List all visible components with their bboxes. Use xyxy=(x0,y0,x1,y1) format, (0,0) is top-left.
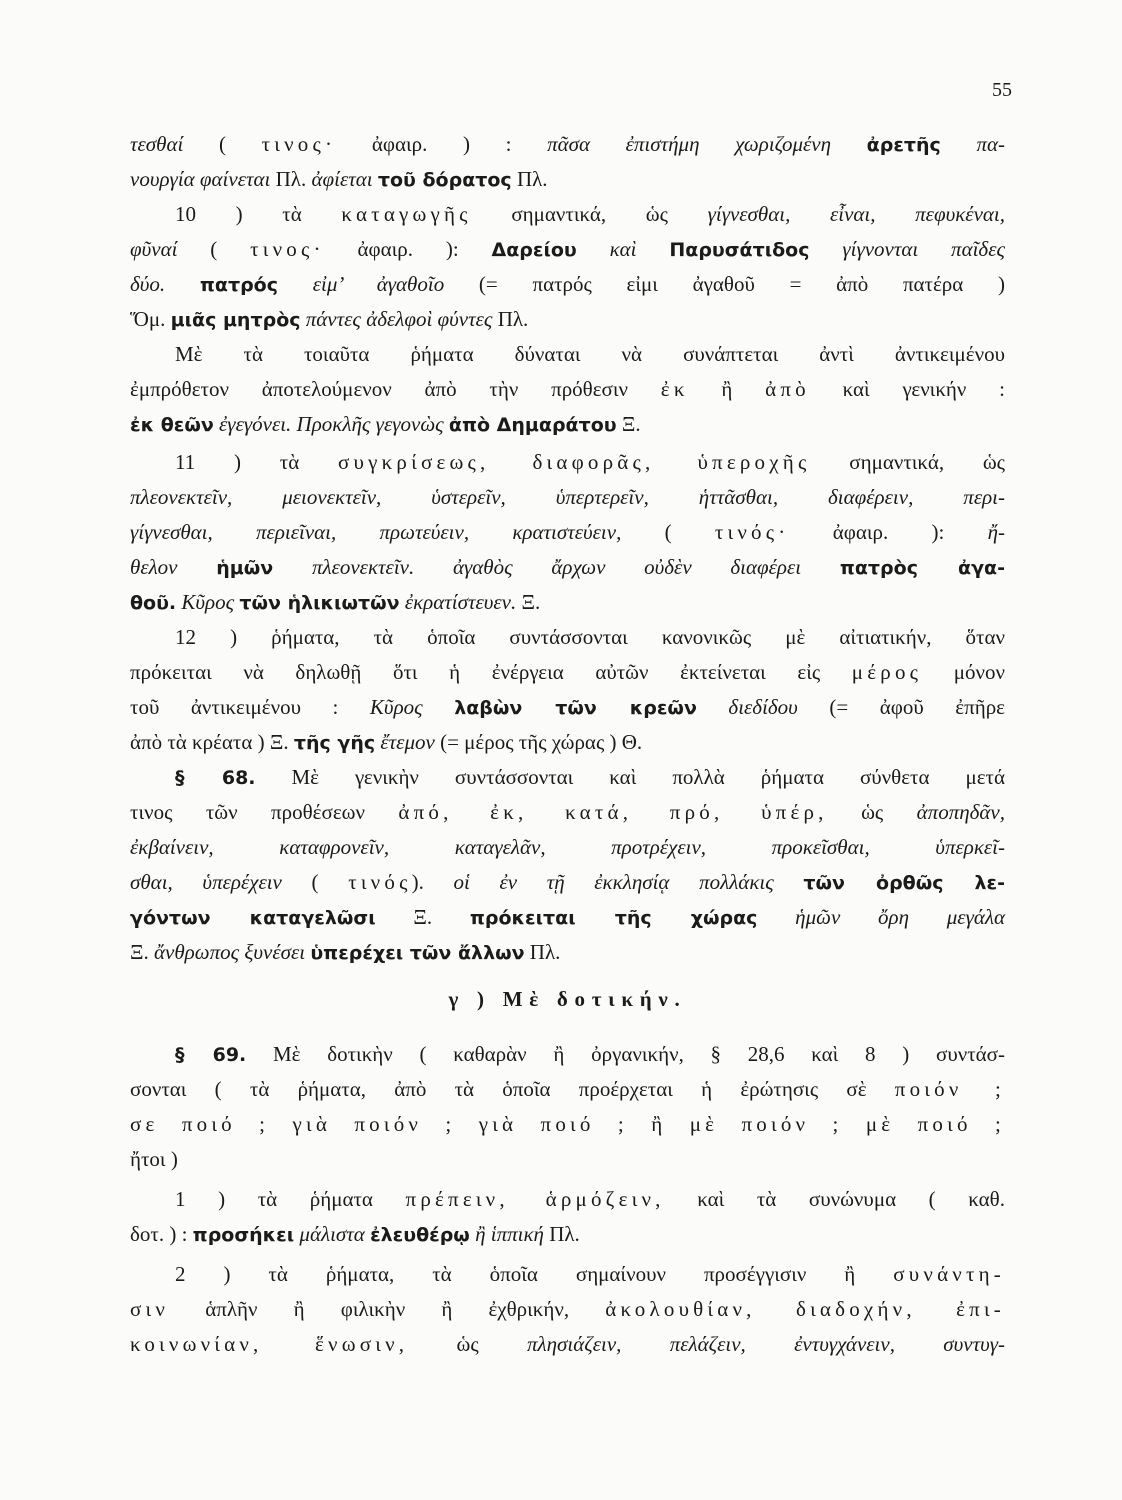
bold-text: ἐλευθέρῳ xyxy=(370,1224,470,1246)
bold-text: ἐκ θεῶν xyxy=(130,414,214,436)
bold-text: ἀρετῆς xyxy=(866,134,941,156)
plain-text: (= ἀφοῦ ἐπῆρε xyxy=(797,695,1006,719)
plain-text: ἀφαιρ. ): xyxy=(324,237,492,261)
italic-text: πᾶσα ἐπιστήμη χωριζομένη xyxy=(547,132,867,156)
text-line xyxy=(130,795,1005,830)
plain-text: ( xyxy=(621,520,715,544)
spaced-text: καταγωγῆς xyxy=(341,202,472,226)
plain-text: Πλ. xyxy=(492,307,529,331)
plain-text: ἀφαιρ. ) : xyxy=(336,132,548,156)
italic-text: εἰμ’ ἀγαθοῖο xyxy=(278,272,445,296)
bold-text: θοῦ. xyxy=(130,592,177,614)
text-line xyxy=(130,690,1005,725)
page-number: 55 xyxy=(992,79,1012,101)
text-line xyxy=(130,515,1005,550)
plain-text: 10 ) τὰ xyxy=(175,202,342,226)
bold-text: μιᾶς μητρὸς xyxy=(170,309,301,331)
plain-text: Πλ. xyxy=(270,167,312,191)
text-line xyxy=(130,162,1005,197)
plain-text: σημαντικά, ὡς xyxy=(471,202,708,226)
plain-text: Πλ. xyxy=(524,940,561,964)
spaced-text: πρέπειν, ἁρμόζειν, xyxy=(405,1187,665,1211)
plain-text: σονται ( τὰ ῥήματα, ἀπὸ τὰ ὁποῖα προέρχεται ἡ ἐρώτησις σὲ xyxy=(130,1077,895,1101)
plain-text: Ξ. xyxy=(516,590,541,614)
page-body xyxy=(130,127,1005,1362)
bold-text: Δαρείου xyxy=(491,239,577,261)
plain-text: μόνον xyxy=(922,660,1006,684)
plain-text: Μὲ τὰ τοιαῦτα ῥήματα δύναται νὰ συνάπτεται ἀντὶ ἀντικειμένου xyxy=(175,342,1005,366)
text-line xyxy=(130,900,1005,935)
plain-text: ἀπὸ τὰ κρέατα ) Ξ. xyxy=(130,730,294,754)
bold-text: § 68. xyxy=(175,767,256,789)
plain-text: δοτ. ) : xyxy=(130,1222,193,1246)
italic-text: θελον xyxy=(130,555,217,579)
plain-text: τοῦ ἀντικειμένου : xyxy=(130,695,370,719)
plain-text: Μὲ δοτικὴν ( καθαρὰν ἢ ὀργανικήν, § 28,6 καὶ 8 ) συντάσ- xyxy=(246,1042,1005,1066)
plain-text: ὡς xyxy=(827,800,917,824)
spaced-text: ἀπό, ἐκ, κατά, πρό, ὑπέρ, xyxy=(398,800,828,824)
italic-text: γίγνεσθαι, εἶναι, πεφυκέναι, xyxy=(707,202,1005,226)
text-line xyxy=(130,1292,1005,1327)
italic-text: ἀποπηδᾶν, xyxy=(916,800,1005,824)
text-line xyxy=(130,445,1005,480)
italic-text: μάλιστα xyxy=(294,1222,371,1246)
italic-text: πλεονεκτεῖν, μειονεκτεῖν, ὑστερεῖν, ὑπερτερεῖν, ἡττᾶσθαι, διαφέρειν, περι- xyxy=(130,485,1005,509)
spaced-text: ἀπὸ xyxy=(765,377,810,401)
text-line xyxy=(130,760,1005,795)
plain-text: Ὅμ. xyxy=(130,307,171,331)
spaced-text: τινος· xyxy=(250,237,325,261)
spaced-text: μέρος xyxy=(851,660,923,684)
plain-text: ( xyxy=(177,237,251,261)
italic-text: γίγνεσθαι, περιεῖναι, πρωτεύειν, κρατιστεύειν, xyxy=(130,520,622,544)
spaced-text: ἐκ xyxy=(660,377,689,401)
plain-text: 11 ) τὰ xyxy=(175,450,339,474)
italic-text: ἐγεγόνει. Προκλῆς γεγονὼς xyxy=(213,412,449,436)
text-line xyxy=(130,407,1005,442)
plain-text: σημαντικά, ὡς xyxy=(810,450,1006,474)
plain-text: Μὲ γενικὴν συντάσσονται καὶ πολλὰ ῥήματα σύνθετα μετά xyxy=(255,765,1005,789)
text-line xyxy=(130,267,1005,302)
text-line xyxy=(130,585,1005,620)
italic-text: ἤ- xyxy=(987,520,1005,544)
text-line xyxy=(130,620,1005,655)
text-line xyxy=(130,865,1005,900)
italic-text: ἀφίεται xyxy=(311,167,378,191)
spaced-text: κοινωνίαν, ἕνωσιν, xyxy=(130,1332,409,1356)
text-line xyxy=(130,337,1005,372)
plain-text: Ξ. xyxy=(375,905,470,929)
bold-text: λαβὼν τῶν κρεῶν xyxy=(454,697,697,719)
plain-text: ἁπλῆν ἢ φιλικὴν ἢ ἐχθρικήν, xyxy=(169,1297,606,1321)
plain-text: Πλ. xyxy=(511,167,548,191)
plain-text: καὶ τὰ συνώνυμα ( καθ. xyxy=(664,1187,1005,1211)
text-line xyxy=(130,935,1005,970)
text-line xyxy=(130,1257,1005,1292)
italic-text: φῦναί xyxy=(130,237,178,261)
text-line xyxy=(130,480,1005,515)
text-line xyxy=(130,1072,1005,1107)
bold-text: § 69. xyxy=(175,1044,247,1066)
plain-text: 1 ) τὰ ῥήματα xyxy=(175,1187,406,1211)
text-line xyxy=(130,550,1005,585)
bold-text: τῶν ἡλικιωτῶν xyxy=(239,592,400,614)
text-line xyxy=(130,1327,1005,1362)
heading-text: γ ) Μὲ δοτικήν. xyxy=(448,987,687,1011)
italic-text: Κῦρος xyxy=(176,590,240,614)
plain-text: Ξ. xyxy=(130,940,155,964)
bold-text: τῆς γῆς xyxy=(293,732,376,754)
italic-text: νουργία φαίνεται xyxy=(130,167,271,191)
italic-text: σθαι, ὑπερέχειν xyxy=(130,870,282,894)
bold-text: τοῦ δόρατος xyxy=(377,169,512,191)
plain-text: ). xyxy=(411,870,454,894)
bold-text: ἡμῶν xyxy=(216,557,274,579)
plain-text: Ξ. xyxy=(616,412,641,436)
plain-text: (= πατρός εἰμι ἀγαθοῦ = ἀπὸ πατέρα ) xyxy=(444,272,1005,296)
bold-text: γόντων καταγελῶσι xyxy=(130,907,376,929)
italic-text: πάντες ἀδελφοὶ φύντες xyxy=(300,307,493,331)
plain-text: ἤτοι ) xyxy=(130,1147,178,1171)
spaced-text: τινος· xyxy=(261,132,337,156)
plain-text: 12 ) ῥήματα, τὰ ὁποῖα συντάσσονται κανονικῶς μὲ αἰτιατικήν, ὅταν xyxy=(175,625,1005,649)
text-line xyxy=(130,1142,1005,1177)
text-line xyxy=(130,655,1005,690)
text-line xyxy=(130,1107,1005,1142)
spaced-text: σιν xyxy=(130,1297,170,1321)
italic-text: ἄνθρωπος ξυνέσει xyxy=(154,940,311,964)
plain-text: πρόκειται νὰ δηλωθῇ ὅτι ἡ ἐνέργεια αὐτῶν ἐκτείνεται εἰς xyxy=(130,660,852,684)
italic-text: ἡμῶν ὄρη μεγάλα xyxy=(757,905,1006,929)
spaced-text: συγκρίσεως, διαφορᾶς, ὑπεροχῆς xyxy=(338,450,811,474)
bold-text: ἀπὸ Δημαράτου xyxy=(448,414,617,436)
italic-text: τεσθαί xyxy=(130,132,184,156)
plain-text: καὶ γενικήν : xyxy=(809,377,1006,401)
text-line xyxy=(130,197,1005,232)
text-line xyxy=(130,302,1005,337)
bold-text: τῶν ὀρθῶς λε- xyxy=(803,872,1005,894)
plain-text: τινος τῶν προθέσεων xyxy=(130,800,399,824)
bold-text: προσήκει xyxy=(192,1224,295,1246)
spaced-text: ποιόν ; xyxy=(894,1077,1005,1101)
italic-text: Κῦρος xyxy=(369,695,455,719)
text-line xyxy=(130,1037,1005,1072)
italic-text: οἱ ἐν τῇ ἐκκλησίᾳ πολλάκις xyxy=(453,870,804,894)
bold-text: πρόκειται τῆς χώρας xyxy=(469,907,758,929)
italic-text: διεδίδου xyxy=(696,695,798,719)
text-line xyxy=(130,1182,1005,1217)
plain-text: ὡς xyxy=(408,1332,527,1356)
spaced-text: τινός xyxy=(348,870,412,894)
spaced-text: ἀκολουθίαν, διαδοχήν, ἐπι- xyxy=(605,1297,1005,1321)
text-line xyxy=(130,127,1005,162)
italic-text: πλεονεκτεῖν. ἀγαθὸς ἄρχων οὐδὲν διαφέρει xyxy=(273,555,840,579)
italic-text: γίγνονται παῖδες xyxy=(809,237,1005,261)
spaced-text: σε ποιό ; γιὰ ποιόν ; γιὰ ποιό ; ἢ μὲ ποιόν ; μὲ ποιό ; xyxy=(130,1112,1005,1136)
plain-text: ( xyxy=(183,132,262,156)
text-line xyxy=(130,830,1005,865)
italic-text: πλησιάζειν, πελάζειν, ἐντυγχάνειν, συντυγ- xyxy=(526,1332,1005,1356)
bold-text: ὑπερέχει τῶν ἄλλων xyxy=(310,942,525,964)
plain-text: Πλ. xyxy=(543,1222,580,1246)
bold-text: πατρὸς ἀγα- xyxy=(839,557,1005,579)
spaced-text: συνάντη- xyxy=(893,1262,1005,1286)
bold-text: Παρυσάτιδος xyxy=(669,239,810,261)
spaced-text: τινός· xyxy=(714,520,790,544)
text-line xyxy=(130,372,1005,407)
plain-text: 2 ) τὰ ῥήματα, τὰ ὁποῖα σημαίνουν προσέγγισιν ἢ xyxy=(175,1262,894,1286)
italic-text: δύο. xyxy=(130,272,200,296)
italic-text: ἢ ἱππική xyxy=(469,1222,544,1246)
text-line xyxy=(130,1217,1005,1252)
italic-text: πα- xyxy=(940,132,1005,156)
plain-text: ἐμπρόθετον ἀποτελούμενον ἀπὸ τὴν πρόθεσιν xyxy=(130,377,661,401)
italic-text: καὶ xyxy=(576,237,670,261)
plain-text: ἢ xyxy=(688,377,766,401)
section-heading xyxy=(130,982,1005,1017)
italic-text: ἐκβαίνειν, καταφρονεῖν, καταγελᾶν, προτρέχειν, προκεῖσθαι, ὑπερκεῖ- xyxy=(130,835,1005,859)
text-line xyxy=(130,232,1005,267)
bold-text: πατρός xyxy=(199,274,278,296)
text-line xyxy=(130,725,1005,760)
italic-text: ἔτεμον xyxy=(375,730,435,754)
plain-text: ἀφαιρ. ): xyxy=(789,520,988,544)
plain-text: (= μέρος τῆς χώρας ) Θ. xyxy=(434,730,643,754)
plain-text: ( xyxy=(281,870,349,894)
italic-text: ἐκρατίστευεν. xyxy=(399,590,517,614)
